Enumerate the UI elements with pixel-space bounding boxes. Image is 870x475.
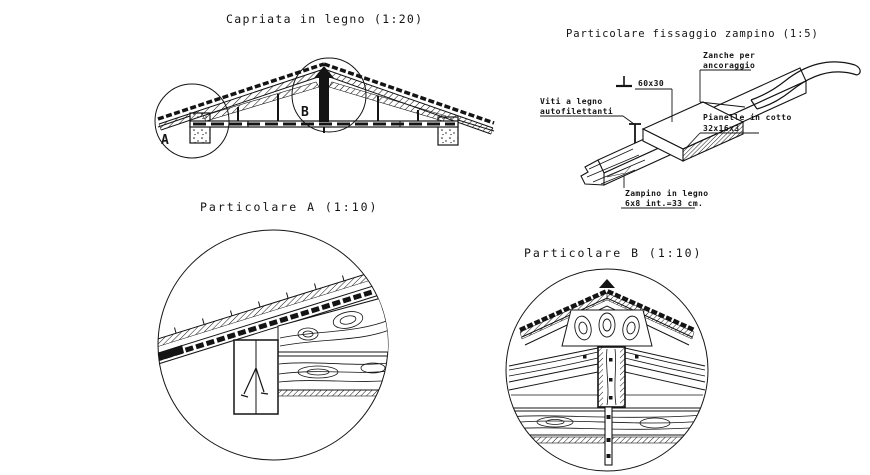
zanche-label-line1: Zanche per	[703, 51, 756, 60]
truss-drawing	[128, 40, 513, 180]
zampino-detail-title: Particolare fissaggio zampino (1:5)	[566, 28, 819, 40]
zampino-fixing-detail	[535, 45, 870, 215]
detail-b-drawing	[495, 262, 725, 475]
zampino-label-line2: 6x8 int.=33 cm.	[625, 199, 704, 208]
detail-letter-a: A	[161, 133, 169, 148]
wood-screw	[629, 124, 641, 143]
detail-b-knot-block	[562, 310, 652, 346]
detail-b-title: Particolare B (1:10)	[524, 246, 703, 260]
viti-label-group	[540, 96, 634, 124]
dim-60x30-group	[616, 76, 672, 122]
zampino-label-line1: Zampino in legno	[625, 189, 709, 198]
pianelle-label-line1: Pianelle in cotto	[703, 113, 792, 122]
zanche-label-line2: ancoraggio	[703, 61, 756, 70]
detail-b-steel-rod	[605, 407, 612, 465]
zampino-label-group	[621, 176, 708, 208]
detail-a-title: Particolare A (1:10)	[200, 200, 379, 214]
detail-letter-b: B	[301, 105, 309, 120]
dim-60x30-label: 60x30	[638, 79, 665, 88]
viti-label-line1: Viti a legno	[540, 97, 603, 106]
pianelle-label-line2: 32x16x3	[703, 124, 740, 133]
detail-a-wall-section	[234, 340, 278, 414]
king-post	[319, 74, 329, 122]
truss-title: Capriata in legno (1:20)	[226, 12, 424, 26]
detail-a-drawing	[148, 218, 403, 475]
detail-b-king-post	[598, 347, 625, 407]
viti-label-line2: autofilettanti	[540, 107, 614, 116]
